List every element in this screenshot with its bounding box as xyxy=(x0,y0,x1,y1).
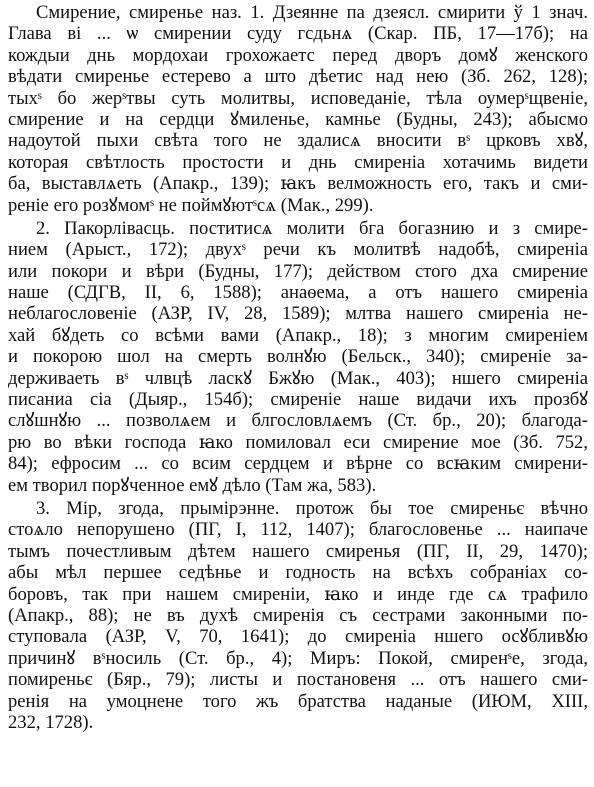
text-line: хай бꙋдеть со всѣми вами (Апакр., 18); з многим смиреніем xyxy=(8,324,588,346)
text-line: неблагословеніе (АЗР, IV, 28, 1589); млтва нашего смиреніа не- xyxy=(8,303,588,325)
entry-paragraph-2 xyxy=(8,218,588,496)
text-line: помиреньє (Бяр., 79); листы и постановеня ... отъ нашего сми- xyxy=(8,669,588,691)
text-line: ба, выставлѧеть (Апакр., 139); ꙗкъ велможность его, такъ и сми- xyxy=(8,173,588,195)
text-line: тымъ почестливым дѣтем нашего смиренья (ПГ, II, 29, 1470); xyxy=(8,540,588,562)
text-line: вѣдати смиренье естерево а што дѣетис над нею (Зб. 262, 128); xyxy=(8,66,588,88)
text-line: ренія на умоцнене того жъ братства наданые (ИЮМ, XIII, xyxy=(8,690,588,712)
text-line: ступовала (АЗР, V, 70, 1641); до смиреніа ншего осꙋбливꙋю xyxy=(8,626,588,648)
text-line: Глава ві ... ѡ смирении суду гсдьнѧ (Скар. ПБ, 17—17б); на xyxy=(8,23,588,45)
text-line: реніе его розꙋмомˢ не поймꙋютˢсѧ (Мак., 299). xyxy=(8,194,374,216)
text-line: нием (Арыст., 172); двухˢ речи къ молитвѣ надобѣ, смиреніа xyxy=(8,239,588,261)
text-line: боровъ, так при нашем смиреніи, ꙗко и инде где сѧ трафило xyxy=(8,583,588,605)
entry-paragraph-3 xyxy=(8,498,588,733)
text-line: рю во вѣки господа ꙗко помиловал еси смирение мое (Зб. 752, xyxy=(8,431,588,453)
text-line: (Апакр., 88); не въ духѣ смиренія съ сестрами законными по- xyxy=(8,604,588,626)
text-line: стоѧло непорушено (ПГ, I, 112, 1407); благословенье ... наипаче xyxy=(8,519,588,541)
text-line: причинꙋ вˢносиль (Ст. бр., 4); Миръ: Покой, смиренˢе, згода, xyxy=(8,647,588,669)
text-line: 84); ефросим ... со всим сердцем и вѣрне со всꙗким смирени- xyxy=(8,453,588,475)
text-line: наше (СДГВ, II, 6, 1588); анаѳема, а отъ нашего смиреніа xyxy=(8,282,588,304)
text-line: и покорою шол на смерть волнꙋю (Бельск., 340); смиреніе за- xyxy=(8,346,588,368)
text-line: смирение и на сердци ꙋмиленье, камнье (Будны, 243); абысмо xyxy=(8,108,588,130)
text-line: кождыи днь мордохаи грохожаетс перед дворъ домꙋ женского xyxy=(8,44,588,66)
text-line: ем творил порꙋченное емꙋ дѣло (Там жа, 583). xyxy=(8,474,377,496)
text-line: слꙋшнꙋю ... позволѧем и блгословлѧемъ (Ст. бр., 20); благода- xyxy=(8,410,588,432)
text-line: тыхˢ бо жерˢтвы суть молитвы, исповеданіе, тѣла оумерˢщвеніе, xyxy=(8,87,588,109)
text-line: 232, 1728). xyxy=(8,711,94,733)
text-line: держиваеть вˢ члвцѣ ласкꙋ Бжꙋю (Мак., 403); ншего смиреніа xyxy=(8,367,588,389)
text-line: надоутой пыхи свѣта того не здалисѧ вносити вˢ црковъ хвꙋ, xyxy=(8,130,588,152)
text-line: которая свѣтлость простости и днь смиреніа хотачимь видети xyxy=(8,151,588,173)
text-line: или покори и вѣри (Будны, 177); действом стого дха смирение xyxy=(8,260,588,282)
text-line: Смирение, смиренье наз. 1. Дзеянне па дзеясл. смирити ў 1 знач. xyxy=(36,2,588,23)
entry-paragraph-1 xyxy=(8,2,588,216)
text-line: писаниа сіа (Дыяр., 154б); смиреніе наше видачи ихъ прозбꙋ xyxy=(8,389,588,411)
text-line: абы мѣл першее седѣнье и годность на всѣхъ собраніах со- xyxy=(8,562,588,584)
text-line: 2. Пакорлівасць. поститисѧ молити бга богазнию и з смире- xyxy=(36,217,588,239)
text-line: 3. Мір, згода, прымірэнне. протож бы тое смиреньє вѣчно xyxy=(36,497,588,519)
